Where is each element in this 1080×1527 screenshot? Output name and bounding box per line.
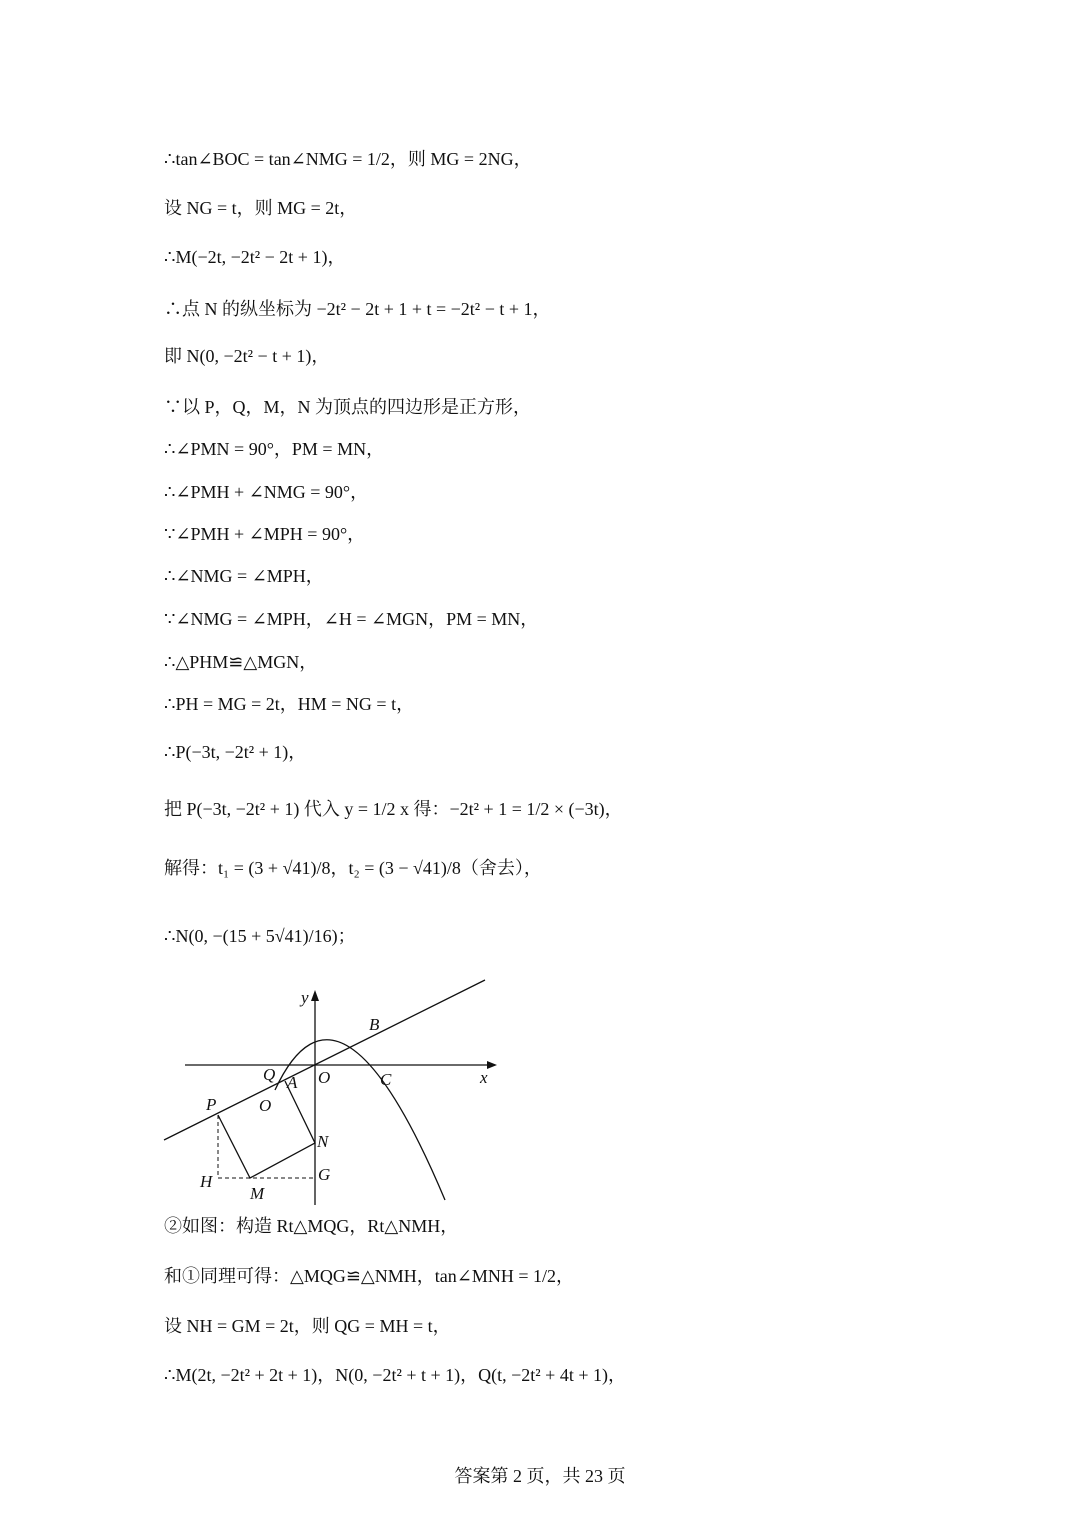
- line-18: ②如图：构造 Rt△MQG，Rt△NMH，: [164, 1216, 459, 1236]
- line-7: ∴∠PMN = 90°，PM = MN，: [164, 439, 385, 459]
- line-20: 设 NH = GM = 2t，则 QG = MH = t，: [164, 1316, 451, 1336]
- geometry-figure: [160, 975, 505, 1210]
- line-13: ∴PH = MG = 2t，HM = NG = t，: [164, 694, 415, 714]
- label-b: B: [369, 1015, 380, 1034]
- page-footer: 答案第 2 页，共 23 页: [454, 1466, 626, 1486]
- line-21: ∴M(2t, −2t² + 2t + 1)，N(0, −2t² + t + 1)，Q(t, −2t² + 4t + 1)，: [164, 1365, 626, 1385]
- label-y: y: [301, 988, 309, 1007]
- label-c: C: [380, 1070, 392, 1089]
- x-axis-arrow: [487, 1061, 497, 1069]
- line-16: 解得：t₁ = (3 + √41)/8，t₂ = (3 − √41)/8（舍去），: [164, 858, 542, 878]
- line-19: 和①同理可得：△MQG≌△NMH，tan∠MNH = 1/2，: [164, 1266, 574, 1286]
- label-n: N: [317, 1132, 329, 1151]
- line-17: ∴N(0, −(15 + 5√41)/16)；: [164, 926, 356, 946]
- label-p: P: [206, 1095, 217, 1114]
- line-12: ∴△PHM≌△MGN，: [164, 652, 318, 672]
- label-m: M: [250, 1184, 265, 1203]
- label-o: O: [318, 1068, 331, 1087]
- line-14: ∴P(−3t, −2t² + 1)，: [164, 742, 307, 762]
- line-4: ∴点 N 的纵坐标为 −2t² − 2t + 1 + t = −2t² − t + 1，: [164, 299, 551, 319]
- label-q: Q: [263, 1065, 276, 1084]
- label-o2: O: [259, 1096, 272, 1115]
- line-6: ∵以 P，Q，M，N 为顶点的四边形是正方形，: [164, 397, 532, 417]
- line-5: 即 N(0, −2t² − t + 1)，: [164, 346, 330, 366]
- line-3: ∴M(−2t, −2t² − 2t + 1)，: [164, 247, 346, 267]
- label-x: x: [480, 1068, 488, 1087]
- line-y-half-x: [164, 980, 485, 1140]
- line-10: ∴∠NMG = ∠MPH，: [164, 566, 324, 586]
- y-axis-arrow: [311, 990, 319, 1001]
- line-1: ∴tan∠BOC = tan∠NMG = 1/2，则 MG = 2NG，: [164, 149, 532, 169]
- label-h: H: [200, 1172, 213, 1191]
- line-9: ∵∠PMH + ∠MPH = 90°，: [164, 524, 366, 544]
- line-8: ∴∠PMH + ∠NMG = 90°，: [164, 482, 369, 502]
- line-2: 设 NG = t，则 MG = 2t，: [164, 198, 358, 218]
- line-11: ∵∠NMG = ∠MPH，∠H = ∠MGN，PM = MN，: [164, 609, 539, 629]
- label-a: A: [287, 1073, 298, 1092]
- label-g: G: [318, 1165, 331, 1184]
- line-15: 把 P(−3t, −2t² + 1) 代入 y = 1/2 x 得：−2t² + 1 = 1/2 × (−3t)，: [164, 799, 623, 819]
- parabola: [275, 1040, 445, 1200]
